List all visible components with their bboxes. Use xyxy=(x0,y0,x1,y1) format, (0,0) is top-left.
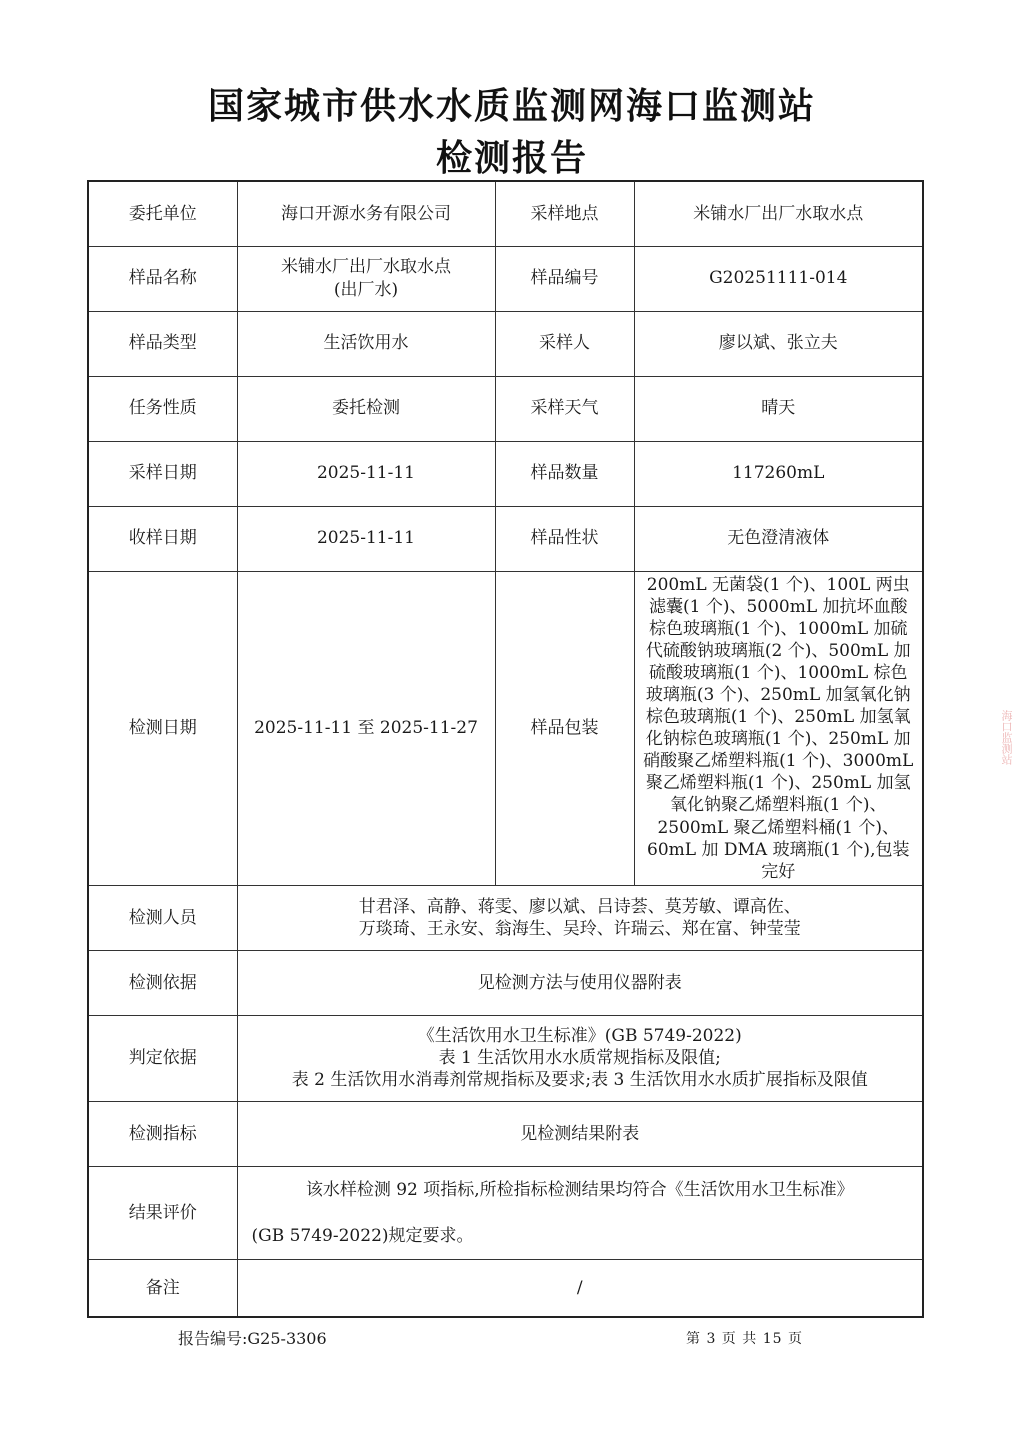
page-number: 第 3 页 共 15 页 xyxy=(686,1331,803,1347)
value-sample-id: G20251111-014 xyxy=(634,246,923,311)
label-test-indicators: 检测指标 xyxy=(88,1101,237,1166)
value-sampling-date: 2025-11-11 xyxy=(237,441,495,506)
value-result-evaluation xyxy=(237,1166,923,1259)
table-row xyxy=(88,1166,923,1259)
label-client: 委托单位 xyxy=(88,181,237,246)
value-sampling-site: 米铺水厂出厂水取水点 xyxy=(634,181,923,246)
table-row xyxy=(88,311,923,376)
value-sample-appearance: 无色澄清液体 xyxy=(634,506,923,571)
value-sampler: 廖以斌、张立夫 xyxy=(634,311,923,376)
label-sampling-date: 采样日期 xyxy=(88,441,237,506)
label-test-date: 检测日期 xyxy=(88,571,237,885)
table-row xyxy=(88,1015,923,1101)
table-row xyxy=(88,571,923,885)
label-sample-id: 样品编号 xyxy=(495,246,634,311)
label-sample-quantity: 样品数量 xyxy=(495,441,634,506)
table-row xyxy=(88,376,923,441)
value-weather: 晴天 xyxy=(634,376,923,441)
value-test-basis: 见检测方法与使用仪器附表 xyxy=(237,950,923,1015)
value-judgement-basis xyxy=(237,1015,923,1101)
table-row xyxy=(88,950,923,1015)
report-number: 报告编号:G25-3306 xyxy=(178,1329,327,1348)
report-subtitle: 检测报告 xyxy=(435,138,588,179)
label-sample-name: 样品名称 xyxy=(88,246,237,311)
report-table xyxy=(87,180,924,1318)
label-result-evaluation: 结果评价 xyxy=(88,1166,237,1259)
value-sample-packaging: 200mL 无菌袋(1 个)、100L 两虫滤囊(1 个)、5000mL 加抗坏血酸棕色玻璃瓶(1 个)、1000mL 加硫代硫酸钠玻璃瓶(2 个)、500mL 加硫酸玻璃瓶(1 个)、1000mL 棕色玻璃瓶(3 个)、250mL 加氢氧化钠棕色玻璃瓶(1 个)、250mL 加氢氧化钠棕色玻璃瓶(1 个)、250mL 加硝酸聚乙烯塑料瓶(1 个)、3000mL 聚乙烯塑料瓶(1 个)、250mL 加氢氧化钠聚乙烯塑料瓶(1 个)、2500mL 聚乙烯塑料桶(1 个)、60mL 加 DMA 玻璃瓶(1 个),包装完好 xyxy=(634,571,923,885)
table-row xyxy=(88,885,923,950)
label-sample-appearance: 样品性状 xyxy=(495,506,634,571)
value-testers xyxy=(237,885,923,950)
value-test-date: 2025-11-11 至 2025-11-27 xyxy=(237,571,495,885)
testers-line2: 万琰琦、王永安、翁海生、吴玲、许瑞云、郑在富、钟莹莹 xyxy=(358,918,801,939)
table-row xyxy=(88,1259,923,1317)
label-sampling-site: 采样地点 xyxy=(495,181,634,246)
table-row xyxy=(88,181,923,246)
report-title: 国家城市供水水质监测网海口监测站 xyxy=(207,86,816,127)
table-row xyxy=(88,1101,923,1166)
testers-line1: 甘君泽、高静、蒋雯、廖以斌、吕诗荟、莫芳敏、谭高佐、 xyxy=(358,896,801,917)
label-sample-type: 样品类型 xyxy=(88,311,237,376)
value-test-indicators: 见检测结果附表 xyxy=(237,1101,923,1166)
evaluation-line1: 该水样检测 92 项指标,所检指标检测结果均符合《生活饮用水卫生标准》 xyxy=(305,1179,854,1200)
value-receive-date: 2025-11-11 xyxy=(237,506,495,571)
value-remark: / xyxy=(237,1259,923,1317)
value-sample-type: 生活饮用水 xyxy=(237,311,495,376)
judgement-line3: 表 2 生活饮用水消毒剂常规指标及要求;表 3 生活饮用水水质扩展指标及限值 xyxy=(291,1070,868,1091)
sample-name-line2: (出厂水) xyxy=(333,279,399,300)
label-test-basis: 检测依据 xyxy=(88,950,237,1015)
judgement-line1: 《生活饮用水卫生标准》(GB 5749-2022) xyxy=(417,1026,742,1047)
table-row xyxy=(88,246,923,311)
table-row xyxy=(88,506,923,571)
value-sample-quantity: 117260mL xyxy=(634,441,923,506)
label-task-nature: 任务性质 xyxy=(88,376,237,441)
label-judgement-basis: 判定依据 xyxy=(88,1015,237,1101)
evaluation-line2: (GB 5749-2022)规定要求。 xyxy=(251,1225,474,1246)
table-row xyxy=(88,441,923,506)
sample-name-line1: 米铺水厂出厂水取水点 xyxy=(281,257,451,278)
label-sampler: 采样人 xyxy=(495,311,634,376)
label-testers: 检测人员 xyxy=(88,885,237,950)
label-receive-date: 收样日期 xyxy=(88,506,237,571)
value-task-nature: 委托检测 xyxy=(237,376,495,441)
judgement-line2: 表 1 生活饮用水水质常规指标及限值; xyxy=(438,1048,721,1069)
seam-stamp: 海口监测站 xyxy=(1000,710,1013,765)
label-remark: 备注 xyxy=(88,1259,237,1317)
label-sample-packaging: 样品包装 xyxy=(495,571,634,885)
label-weather: 采样天气 xyxy=(495,376,634,441)
value-client: 海口开源水务有限公司 xyxy=(237,181,495,246)
value-sample-name xyxy=(237,246,495,311)
